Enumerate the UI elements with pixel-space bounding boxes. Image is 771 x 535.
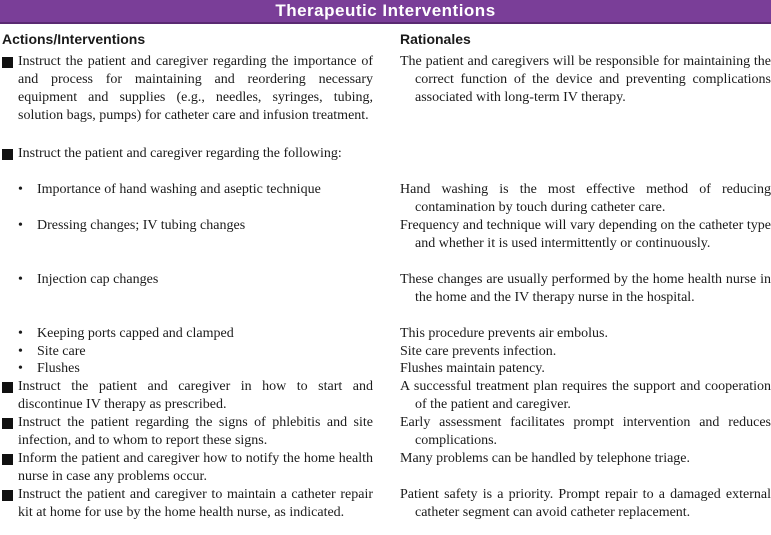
rationale-text: Frequency and technique will vary depending on the catheter type and whether it is used intermittently or continuously. [400,218,771,251]
dot-bullet-icon: • [18,344,23,359]
action-text: Instruct the patient and caregiver to maintain a catheter repair kit at home for use by the home health nurse, as indicated. [18,487,373,520]
rationales-header: Rationales [400,31,471,47]
action-text: Importance of hand washing and aseptic technique [37,182,321,197]
dot-bullet-icon: • [18,218,23,233]
action-text: Instruct the patient and caregiver regarding the following: [18,146,342,161]
rationale-text: These changes are usually performed by the home health nurse in the home and the IV therapy nurse in the hospital. [400,272,771,305]
action-text: Instruct the patient and caregiver regarding the importance of and process for maintaining and reordering necessary equipment and supplies (e.g., needles, syringes, tubing, solution bags, pumps) for catheter care and infusion treatment. [18,54,373,123]
square-bullet-icon [2,490,13,501]
rationale-text: Early assessment facilitates prompt intervention and reduces complications. [400,415,771,448]
rationale-text: The patient and caregivers will be responsible for maintaining the correct function of the device and preventing complications associated with long-term IV therapy. [400,54,771,105]
action-text: Instruct the patient regarding the signs of phlebitis and site infection, and to whom to report these signs. [18,415,373,448]
rationale-text: A successful treatment plan requires the support and cooperation of the patient and caregiver. [400,379,771,412]
dot-bullet-icon: • [18,326,23,341]
rationale-text: Patient safety is a priority. Prompt repair to a damaged external catheter segment can avoid catheter replacement. [400,487,771,520]
dot-bullet-icon: • [18,182,23,197]
action-text: Instruct the patient and caregiver in how to start and discontinue IV therapy as prescribed. [18,379,373,412]
action-text: Flushes [37,361,80,376]
action-text: Inform the patient and caregiver how to notify the home health nurse in case any problems occur. [18,451,373,484]
square-bullet-icon [2,382,13,393]
rationale-text: Flushes maintain patency. [400,361,545,376]
rationale-text: Site care prevents infection. [400,344,557,359]
action-text: Keeping ports capped and clamped [37,326,234,341]
square-bullet-icon [2,57,13,68]
rationale-text: Many problems can be handled by telephone triage. [400,451,691,466]
square-bullet-icon [2,454,13,465]
square-bullet-icon [2,149,13,160]
action-text: Dressing changes; IV tubing changes [37,218,246,233]
rationale-text: This procedure prevents air embolus. [400,326,608,341]
rationale-text: Hand washing is the most effective method of reducing contamination by touch during catheter care. [400,182,771,215]
dot-bullet-icon: • [18,272,23,287]
dot-bullet-icon: • [18,361,23,376]
action-text: Injection cap changes [37,272,159,287]
square-bullet-icon [2,418,13,429]
action-text: Site care [37,344,86,359]
actions-header: Actions/Interventions [2,31,146,47]
title-rule [0,22,771,24]
section-title: Therapeutic Interventions [0,0,771,22]
